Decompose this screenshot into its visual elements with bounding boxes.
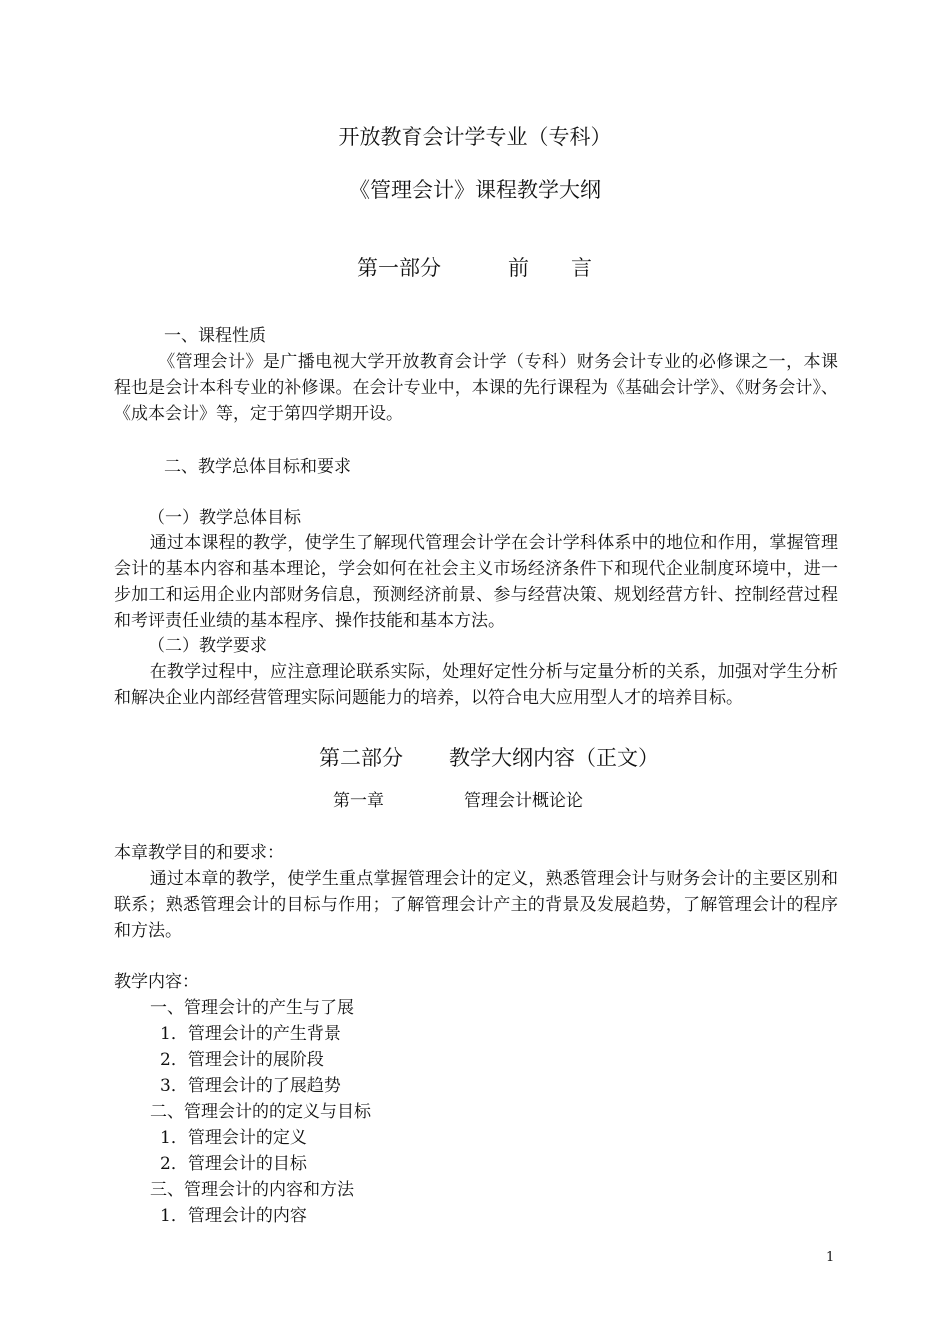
chapter-title: 管理会计概论论 — [464, 791, 583, 811]
paragraph-requirements: 在教学过程中，应注意理论联系实际，处理好定性分析与定量分析的关系，加强对学生分析和解决企业内部经营管理实际问题能力的培养，以符合电大应用型人才的培养目标。 — [114, 662, 838, 708]
page-number: 1 — [826, 1250, 835, 1265]
outline-item: 2．管理会计的展阶段 — [160, 1050, 324, 1070]
subsection-heading-requirements: （二）教学要求 — [148, 636, 267, 656]
part2-heading-number: 第二部分 — [319, 746, 403, 770]
section-heading-goals: 二、教学总体目标和要求 — [164, 457, 351, 477]
part2-heading-name: 教学大纲内容（正文） — [449, 746, 659, 770]
part1-heading-name: 前 言 — [508, 256, 592, 280]
paragraph-objectives: 通过本章的教学，使学生重点掌握管理会计的定义，熟悉管理会计与财务会计的主要区别和联系；熟悉管理会计的目标与作用；了解管理会计产主的背景及发展趋势，了解管理会计的程序和方法。 — [114, 869, 838, 941]
outline-item: 2．管理会计的目标 — [160, 1154, 307, 1174]
outline-item: 二、管理会计的的定义与目标 — [150, 1102, 371, 1122]
part1-heading-number: 第一部分 — [357, 256, 441, 280]
outline-item: 一、管理会计的产生与了展 — [150, 998, 354, 1018]
subsection-heading-overall-goal: （一）教学总体目标 — [148, 508, 301, 528]
content-label: 教学内容： — [114, 972, 199, 992]
outline-item: 三、管理会计的内容和方法 — [150, 1180, 354, 1200]
paragraph-course-nature: 《管理会计》是广播电视大学开放教育会计学（专科）财务会计专业的必修课之一，本课程也是会计本科专业的补修课。在会计专业中，本课的先行课程为《基础会计学》、《财务会计》、《成本会计》等，定于第四学期开设。 — [114, 352, 838, 424]
section-heading-course-nature: 一、课程性质 — [164, 326, 266, 346]
outline-item: 1．管理会计的内容 — [160, 1206, 307, 1226]
outline-item: 1．管理会计的产生背景 — [160, 1024, 341, 1044]
objectives-label: 本章教学目的和要求： — [114, 843, 284, 863]
outline-item: 1．管理会计的定义 — [160, 1128, 307, 1148]
outline-item: 3．管理会计的了展趋势 — [160, 1076, 341, 1096]
paragraph-overall-goal: 通过本课程的教学，使学生了解现代管理会计学在会计学科体系中的地位和作用，掌握管理会计的基本内容和基本理论，学会如何在社会主义市场经济条件下和现代企业制度环境中，进一步加工和运用企业内部财务信息，预测经济前景、参与经营决策、规划经营方针、控制经营过程和考评责任业绩的基本程序、操作技能和基本方法。 — [114, 533, 838, 631]
chapter-number: 第一章 — [333, 791, 384, 811]
document-subtitle: 《管理会计》课程教学大纲 — [349, 178, 601, 202]
document-title: 开放教育会计学专业（专科） — [338, 125, 612, 149]
